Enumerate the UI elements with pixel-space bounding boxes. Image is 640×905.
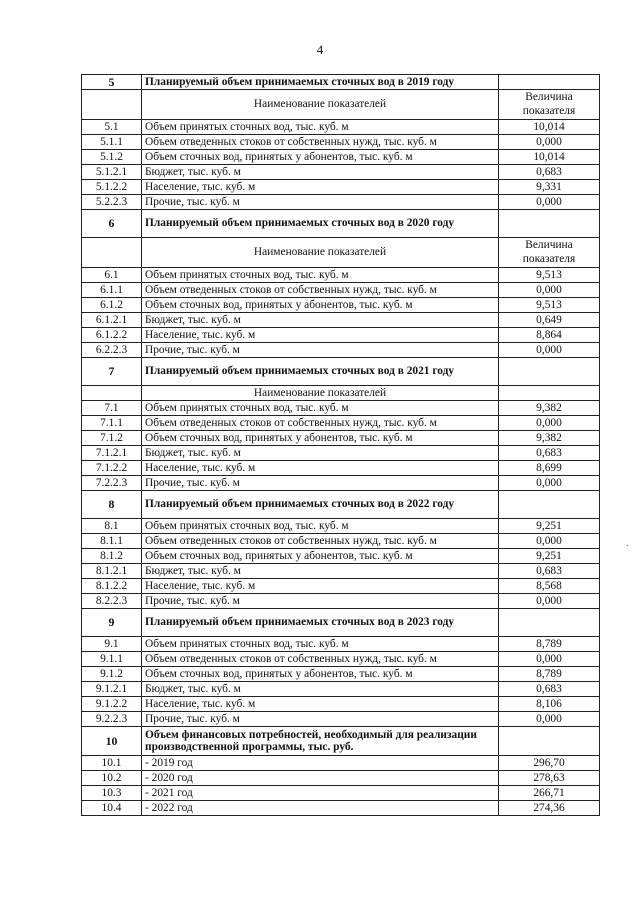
indicator-value: 278,63 [499, 771, 600, 786]
row-number: 5.1.2 [82, 150, 142, 165]
production-program-table [81, 74, 600, 816]
table-row [82, 416, 600, 431]
table-row [82, 120, 600, 135]
indicator-value [499, 609, 600, 637]
indicator-name: Объем отведенных стоков от собственных нужд, тыс. куб. м [142, 652, 499, 667]
indicator-name: Бюджет, тыс. куб. м [142, 165, 499, 180]
indicator-value: 9,382 [499, 431, 600, 446]
indicator-name: Население, тыс. куб. м [142, 461, 499, 476]
indicator-value: 9,382 [499, 401, 600, 416]
table-row [82, 180, 600, 195]
table-row [82, 786, 600, 801]
indicator-value [499, 727, 600, 756]
indicator-name: - 2020 год [142, 771, 499, 786]
table-row [82, 652, 600, 667]
table-row [82, 195, 600, 210]
row-number: 8 [82, 491, 142, 519]
row-number: 8.1.2.1 [82, 564, 142, 579]
indicator-value: 8,864 [499, 328, 600, 343]
indicator-name: Объем принятых сточных вод, тыс. куб. м [142, 401, 499, 416]
indicator-name: - 2019 год [142, 756, 499, 771]
table-row [82, 564, 600, 579]
row-number: 7.1 [82, 401, 142, 416]
indicator-value: 0,000 [499, 534, 600, 549]
row-number: 7.1.2.2 [82, 461, 142, 476]
indicator-name: - 2021 год [142, 786, 499, 801]
row-number: 10.2 [82, 771, 142, 786]
stray-mark: . [626, 538, 629, 549]
indicator-value: 9,331 [499, 180, 600, 195]
indicator-name: Объем отведенных стоков от собственных нужд, тыс. куб. м [142, 135, 499, 150]
indicator-name: Прочие, тыс. куб. м [142, 195, 499, 210]
row-number: 7.1.2 [82, 431, 142, 446]
indicator-value: 8,789 [499, 637, 600, 652]
indicator-value: 0,000 [499, 652, 600, 667]
indicator-name: Население, тыс. куб. м [142, 579, 499, 594]
indicator-name: Наименование показателей [142, 90, 499, 120]
indicator-value: 0,000 [499, 195, 600, 210]
indicator-name: Бюджет, тыс. куб. м [142, 313, 499, 328]
row-number: 5.1.2.2 [82, 180, 142, 195]
table-row [82, 667, 600, 682]
table-row [82, 519, 600, 534]
row-number: 9.1.2.1 [82, 682, 142, 697]
indicator-name: Планируемый объем принимаемых сточных вод в 2021 году [142, 358, 499, 386]
row-number: 10.3 [82, 786, 142, 801]
indicator-name: Прочие, тыс. куб. м [142, 594, 499, 609]
indicator-name: Прочие, тыс. куб. м [142, 343, 499, 358]
indicator-name: Объем отведенных стоков от собственных нужд, тыс. куб. м [142, 283, 499, 298]
table-row [82, 801, 600, 816]
table-row [82, 712, 600, 727]
indicator-name: Объем принятых сточных вод, тыс. куб. м [142, 268, 499, 283]
table-row [82, 298, 600, 313]
indicator-name: Население, тыс. куб. м [142, 328, 499, 343]
indicator-name: Объем сточных вод, принятых у абонентов, тыс. куб. м [142, 298, 499, 313]
indicator-name: Наименование показателей [142, 238, 499, 268]
indicator-name: Объем сточных вод, принятых у абонентов, тыс. куб. м [142, 150, 499, 165]
table-row [82, 756, 600, 771]
indicator-value: 296,70 [499, 756, 600, 771]
indicator-value: 0,683 [499, 564, 600, 579]
page-number: 4 [316, 42, 324, 57]
indicator-value [499, 491, 600, 519]
table-row [82, 771, 600, 786]
indicator-value: 266,71 [499, 786, 600, 801]
indicator-value: 9,513 [499, 268, 600, 283]
row-number: 5.1.2.1 [82, 165, 142, 180]
column-header-row [82, 90, 600, 120]
row-number: 9.1.2 [82, 667, 142, 682]
row-number: 7.1.2.1 [82, 446, 142, 461]
table-row [82, 476, 600, 491]
indicator-name: Наименование показателей [142, 386, 499, 401]
row-number: 7.1.1 [82, 416, 142, 431]
table-row [82, 697, 600, 712]
row-number: 5 [82, 75, 142, 90]
row-number: 10.1 [82, 756, 142, 771]
indicator-value: 8,568 [499, 579, 600, 594]
indicator-value: 0,000 [499, 594, 600, 609]
indicator-name: Бюджет, тыс. куб. м [142, 682, 499, 697]
row-number: 9.1.2.2 [82, 697, 142, 712]
section-header-row [82, 210, 600, 238]
table-row [82, 579, 600, 594]
table-row [82, 446, 600, 461]
row-number: 6.1.2 [82, 298, 142, 313]
row-number: 9.1 [82, 637, 142, 652]
row-number: 8.2.2.3 [82, 594, 142, 609]
row-number: 8.1.1 [82, 534, 142, 549]
column-header-row [82, 386, 600, 401]
indicator-name: Планируемый объем принимаемых сточных вод в 2020 году [142, 210, 499, 238]
row-number: 10.4 [82, 801, 142, 816]
table-row [82, 637, 600, 652]
row-number: 6 [82, 210, 142, 238]
row-number: 6.1.2.1 [82, 313, 142, 328]
indicator-value: 8,106 [499, 697, 600, 712]
indicator-value: 0,000 [499, 712, 600, 727]
row-number: 5.1.1 [82, 135, 142, 150]
indicator-value: 9,513 [499, 298, 600, 313]
table-row [82, 682, 600, 697]
indicator-name: Объем отведенных стоков от собственных нужд, тыс. куб. м [142, 416, 499, 431]
row-number [82, 386, 142, 401]
indicator-value: 0,000 [499, 476, 600, 491]
table-row [82, 594, 600, 609]
indicator-value: 0,683 [499, 165, 600, 180]
indicator-name: Объем сточных вод, принятых у абонентов, тыс. куб. м [142, 549, 499, 564]
indicator-value: 8,699 [499, 461, 600, 476]
section-header-row [82, 609, 600, 637]
row-number: 9.1.1 [82, 652, 142, 667]
section-header-row [82, 491, 600, 519]
row-number [82, 90, 142, 120]
indicator-value: 9,251 [499, 549, 600, 564]
table-row [82, 165, 600, 180]
table-row [82, 283, 600, 298]
section-header-row [82, 358, 600, 386]
indicator-value: 0,000 [499, 343, 600, 358]
indicator-name: Объем сточных вод, принятых у абонентов, тыс. куб. м [142, 667, 499, 682]
table-row [82, 268, 600, 283]
table-row [82, 150, 600, 165]
indicator-name: Объем принятых сточных вод, тыс. куб. м [142, 120, 499, 135]
table-row [82, 313, 600, 328]
indicator-value: 0,649 [499, 313, 600, 328]
indicator-name: - 2022 год [142, 801, 499, 816]
row-number: 6.1.2.2 [82, 328, 142, 343]
indicator-value: 9,251 [499, 519, 600, 534]
indicator-name: Планируемый объем принимаемых сточных вод в 2022 году [142, 491, 499, 519]
indicator-name: Бюджет, тыс. куб. м [142, 564, 499, 579]
row-number: 6.2.2.3 [82, 343, 142, 358]
row-number: 8.1.2 [82, 549, 142, 564]
table-row [82, 461, 600, 476]
indicator-value: 0,000 [499, 283, 600, 298]
indicator-name: Прочие, тыс. куб. м [142, 712, 499, 727]
row-number: 6.1.1 [82, 283, 142, 298]
indicator-name: Население, тыс. куб. м [142, 697, 499, 712]
indicator-value: 0,683 [499, 682, 600, 697]
column-header-row [82, 238, 600, 268]
section-header-row [82, 727, 600, 756]
indicator-name: Планируемый объем принимаемых сточных вод в 2023 году [142, 609, 499, 637]
indicator-value: Величина показателя [499, 90, 600, 120]
indicator-value: Величина показателя [499, 238, 600, 268]
indicator-value: 0,000 [499, 416, 600, 431]
indicator-value: 0,683 [499, 446, 600, 461]
row-number: 7.2.2.3 [82, 476, 142, 491]
row-number: 10 [82, 727, 142, 756]
row-number: 8.1 [82, 519, 142, 534]
row-number: 8.1.2.2 [82, 579, 142, 594]
indicator-value: 10,014 [499, 120, 600, 135]
table-row [82, 431, 600, 446]
indicator-value: 0,000 [499, 135, 600, 150]
indicator-name: Население, тыс. куб. м [142, 180, 499, 195]
section-header-row [82, 75, 600, 90]
row-number: 5.2.2.3 [82, 195, 142, 210]
table-row [82, 534, 600, 549]
indicator-value: 10,014 [499, 150, 600, 165]
table-row [82, 549, 600, 564]
table-row [82, 343, 600, 358]
row-number [82, 238, 142, 268]
row-number: 6.1 [82, 268, 142, 283]
indicator-name: Объем принятых сточных вод, тыс. куб. м [142, 637, 499, 652]
table-row [82, 135, 600, 150]
indicator-value [499, 75, 600, 90]
indicator-value [499, 358, 600, 386]
indicator-name: Объем сточных вод, принятых у абонентов, тыс. куб. м [142, 431, 499, 446]
row-number: 7 [82, 358, 142, 386]
indicator-name: Бюджет, тыс. куб. м [142, 446, 499, 461]
row-number: 9 [82, 609, 142, 637]
table-row [82, 328, 600, 343]
indicator-name: Объем принятых сточных вод, тыс. куб. м [142, 519, 499, 534]
indicator-name: Прочие, тыс. куб. м [142, 476, 499, 491]
indicator-value [499, 210, 600, 238]
indicator-name: Планируемый объем принимаемых сточных вод в 2019 году [142, 75, 499, 90]
row-number: 5.1 [82, 120, 142, 135]
table-body [82, 75, 600, 816]
row-number: 9.2.2.3 [82, 712, 142, 727]
indicator-value [499, 386, 600, 401]
table-row [82, 401, 600, 416]
indicator-name: Объем финансовых потребностей, необходимый для реализации производственной программы, тыс. руб. [142, 727, 499, 756]
indicator-value: 8,789 [499, 667, 600, 682]
indicator-name: Объем отведенных стоков от собственных нужд, тыс. куб. м [142, 534, 499, 549]
indicator-value: 274,36 [499, 801, 600, 816]
